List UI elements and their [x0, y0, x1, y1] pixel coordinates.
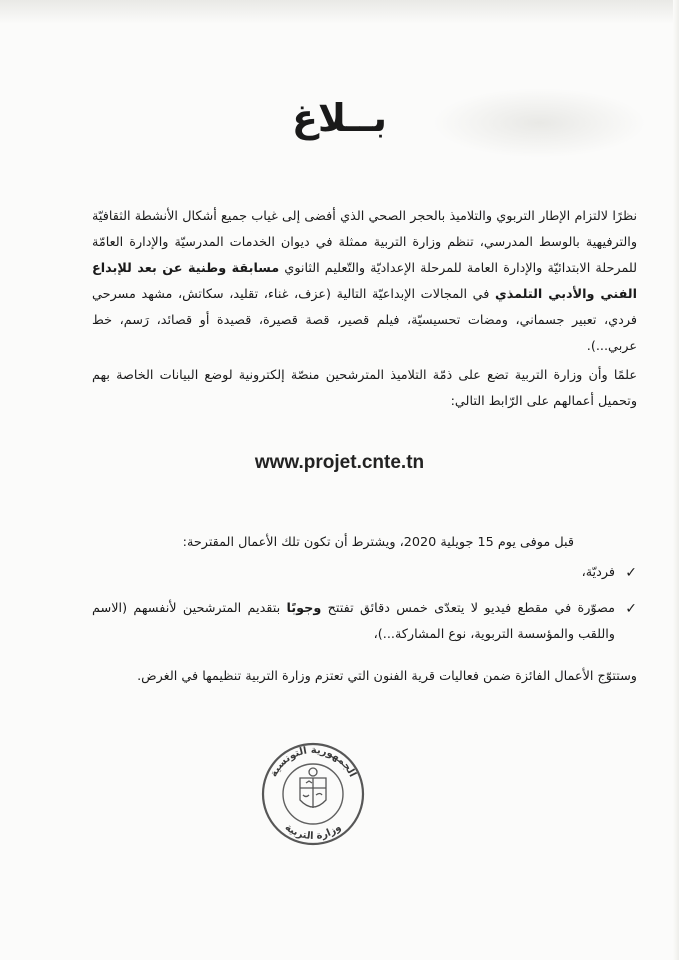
list-item-text-a: مصوّرة في مقطع فيديو لا يتعدّى خمس دقائق تفتتح: [321, 601, 615, 616]
seal-text-top: الجمهورية التونسية: [268, 744, 358, 779]
checkmark-icon: ✓: [625, 601, 637, 617]
svg-text:الجمهورية التونسية: [268, 745, 358, 779]
paragraph-intro-highlight: مسابقة وطنية عن بعد للإبداع الفني والأدبي التلمذي: [92, 261, 637, 302]
list-item-text: فرديّة،: [581, 565, 615, 580]
scan-shadow: [0, 0, 679, 24]
submission-link[interactable]: www.projet.cnte.tn: [254, 452, 425, 473]
seal-emblem: [300, 768, 326, 808]
seal-text-bottom: وزارة التربية: [282, 821, 344, 843]
page-edge: [673, 0, 679, 960]
paragraph-deadline: قبل موفى يوم 15 جويلية 2020، ويشترط أن تكون تلك الأعمال المقترحة:: [182, 535, 574, 550]
paragraph-platform: علمًا وأن وزارة التربية تضع على ذمّة التلاميذ المترشحين منصّة إلكترونية لوضع البيانات الخاصة بهم وتحميل أعمالهم على الرّابط التالي:: [92, 368, 637, 409]
list-item: [92, 596, 637, 648]
list-item: [92, 560, 637, 586]
paragraph-intro: [92, 204, 637, 360]
paragraph-closing: وستتوّج الأعمال الفائزة ضمن فعاليات قرية الفنون التي تعتزم وزارة التربية تنظيمها في الغرض.: [137, 669, 637, 684]
paragraph-intro-text-a: نظرًا لالتزام الإطار التربوي والتلاميذ بالحجر الصحي الذي أفضى إلى غياب جميع أشكال الأنشطة الثقافيّة والترفيهية بالوسط المدرسي، تنظم وزارة التربية ممثلة في ديوان الخدمات المدرسيّة والإدارة العامّة للمرحلة الابتدائيّة والإدارة العامة للمرحلة الإعداديّة والتّعليم الثانوي: [92, 209, 637, 276]
list-item-text-b: بتقديم المترشحين لأنفسهم (الاسم واللقب والمؤسسة التربوية، نوع المشاركة...)،: [92, 601, 615, 642]
ministry-seal-icon: [258, 738, 368, 846]
paragraph-intro-text-b: في المجالات الإبداعيّة التالية (عزف، غناء، تقليد، سكاتش، مشهد مسرحي فردي، تعبير جسماني، ومضات تحسيسيّة، فيلم قصير، قصة قصيرة، قصيدة أو قصائد، رَسم، خط عربي...).: [92, 287, 637, 354]
conditions-list: [92, 560, 637, 658]
list-item-highlight: وجوبًا: [286, 601, 322, 616]
checkmark-icon: ✓: [625, 565, 637, 581]
document-title: بــلاغ: [291, 96, 388, 140]
